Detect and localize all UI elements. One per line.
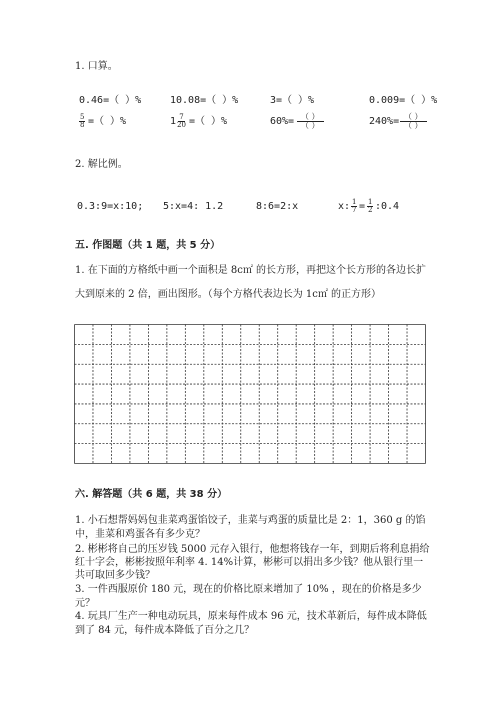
section5-line1: 1. 在下面的方格纸中画一个面积是 8c㎡ 的长方形，再把这个长方形的各边长扩 <box>75 265 427 276</box>
section6-heading: 六. 解答题（共 6 题，共 38 分） <box>75 489 228 500</box>
fraction-numerator: 5 <box>80 113 85 121</box>
q2-item4-fraction1 <box>351 199 357 214</box>
fraction-numerator: 1 <box>368 198 373 206</box>
q1-row1-item2: 10.08=（ ）% <box>170 95 239 106</box>
q2-item4-fraction2 <box>367 199 373 214</box>
section6-line: 红十字会，彬彬按照年利率 4. 14%计算，彬彬可以捐出多少钱？他从银行里一 <box>75 557 424 568</box>
q1-row2-item2-fraction <box>177 114 186 129</box>
fraction-denominator: 20 <box>177 121 186 129</box>
fraction-denominator: 7 <box>352 206 357 214</box>
fraction-denominator: 8 <box>80 121 85 129</box>
section6-line: 3. 一件西服原价 180 元，现在的价格比原来增加了 10% ，现在的价格是多少 <box>75 584 422 595</box>
square-grid <box>74 324 426 464</box>
section6-line: 1. 小石想帮妈妈包韭菜鸡蛋馅饺子，韭菜与鸡蛋的质量比是 2：1，360 g 的馅 <box>75 515 426 526</box>
q1-row2-item3-fraction <box>297 113 324 130</box>
q2-item3: 8:6=2:x <box>256 201 299 212</box>
fraction-numerator: 7 <box>179 113 184 121</box>
fraction-numerator: （ ） <box>400 113 427 122</box>
q2-item4-right: :0.4 <box>375 201 400 212</box>
q1-title: 1. 口算。 <box>75 61 118 72</box>
q2-item1: 0.3:9=x:10; <box>77 201 144 212</box>
section5-heading: 五. 作图题（共 1 题，共 5 分） <box>75 240 221 251</box>
section6-line: 4. 玩具厂生产一种电动玩具，原来每件成本 96 元，技术革新后，每件成本降低 <box>75 611 427 622</box>
fraction-denominator: （ ） <box>301 121 320 130</box>
q1-row2-item1-rest: =（ ）% <box>88 116 127 127</box>
q1-row1-item4: 0.009=（ ）% <box>369 95 438 106</box>
q1-row2-item2-rest: =（ ）% <box>189 116 228 127</box>
section6-line: 共可取回多少钱？ <box>75 570 155 581</box>
q1-row2-item3-left: 60%= <box>270 116 295 127</box>
section6-line: 2. 彬彬将自己的压岁钱 5000 元存入银行，他想将钱存一年，到期后将利息捐给 <box>75 544 430 555</box>
section6-line: 中，韭菜和鸡蛋各有多少克？ <box>75 529 205 540</box>
fraction-denominator: 2 <box>368 206 373 214</box>
q2-item2: 5:x=4: 1.2 <box>163 201 224 212</box>
q2-item4-left: x: <box>338 201 351 212</box>
fraction-numerator: （ ） <box>297 113 324 122</box>
fraction-numerator: 1 <box>352 198 357 206</box>
fraction-denominator: （ ） <box>404 121 423 130</box>
q1-row2-item2-whole: 1 <box>170 116 177 127</box>
q1-row2-item4-fraction <box>400 113 427 130</box>
q1-row2-item1-fraction <box>79 114 85 129</box>
q1-row1-item3: 3=（ ）% <box>270 95 315 106</box>
q2-item4-mid: = <box>359 201 366 212</box>
section6-line: 到了 84 元，每件成本降低了百分之几？ <box>75 625 255 636</box>
q1-row2-item4-left: 240%= <box>369 116 400 127</box>
section6-line: 元？ <box>75 598 95 609</box>
q1-row1-item1: 0.46=（ ）% <box>79 95 142 106</box>
section5-line2: 大到原来的 2 倍，画出图形。（每个方格代表边长为 1c㎡ 的正方形） <box>75 289 382 300</box>
q2-title: 2. 解比例。 <box>75 159 128 170</box>
